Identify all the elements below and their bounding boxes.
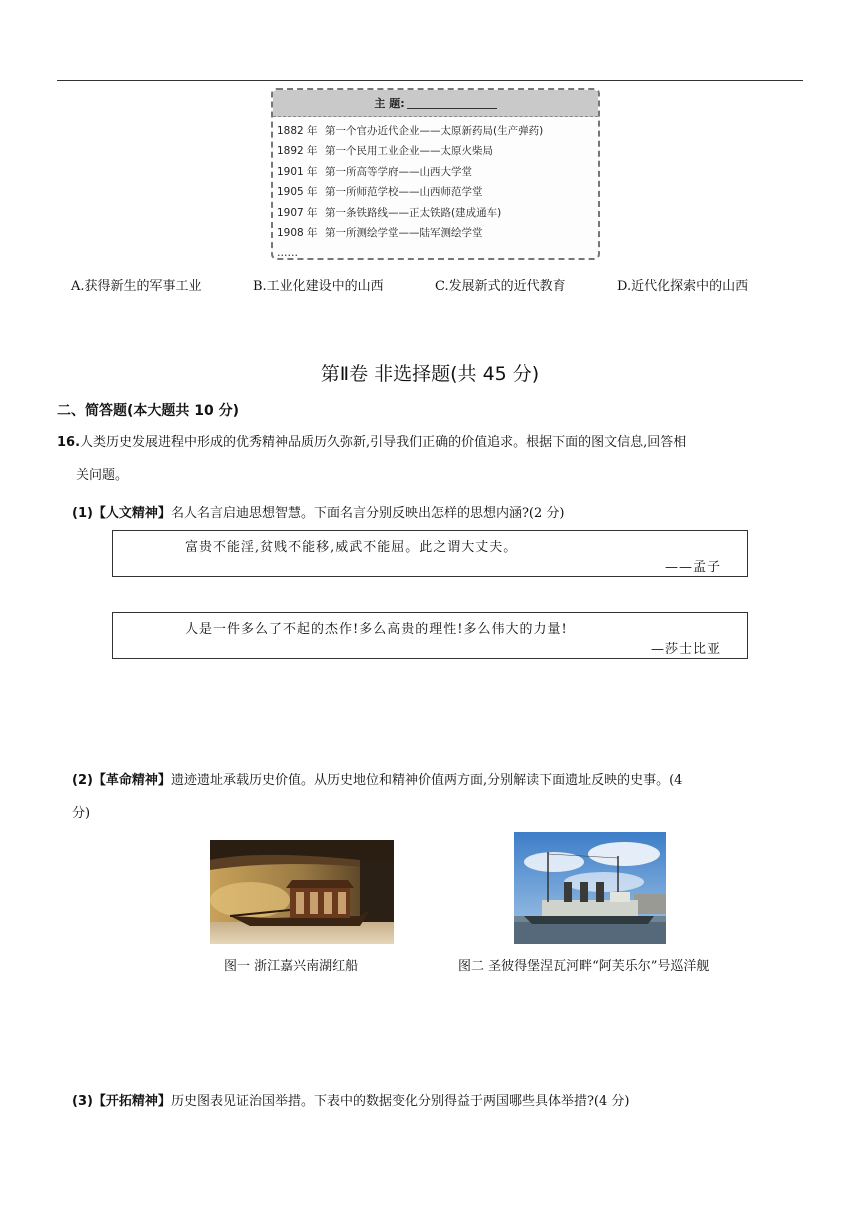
sub2-text: 遗迹遗址承载历史价值。从历史地位和精神价值两方面,分别解读下面遗址反映的史事。(4 — [170, 773, 683, 788]
quote2-author: —莎士比亚 — [650, 642, 721, 657]
quote2-text: 人是一件多么了不起的杰作!多么高贵的理性!多么伟大的力量! — [185, 622, 568, 637]
fig1-caption: 图一 浙江嘉兴南湖红船 — [224, 959, 359, 974]
sub2-line — [72, 766, 682, 796]
option-c: C.发展新式的近代教育 — [435, 279, 566, 294]
option-d: D.近代化探索中的山西 — [617, 279, 749, 294]
theme-row-text: 第一所测绘学堂——陆军测绘学堂 — [325, 227, 483, 240]
quote-box-1 — [112, 530, 748, 577]
q16-line1 — [57, 428, 686, 458]
q16-line2: 关问题。 — [76, 468, 129, 483]
quote1-text: 富贵不能淫,贫贱不能移,威武不能屈。此之谓大丈夫。 — [185, 540, 518, 555]
theme-box — [271, 88, 600, 260]
option-a: A.获得新生的军事工业 — [71, 279, 202, 294]
theme-row-year: 1908 年 — [277, 227, 318, 240]
fig2-caption: 图二 圣彼得堡涅瓦河畔“阿芙乐尔”号巡洋舰 — [458, 959, 710, 974]
theme-row-text: 第一个民用工业企业——太原火柴局 — [325, 145, 493, 158]
theme-blank-line — [407, 98, 497, 109]
theme-header — [273, 90, 598, 117]
theme-rows — [273, 117, 598, 260]
cruiser-aurora-photo — [514, 832, 666, 944]
sub3-text: 历史图表见证治国举措。下表中的数据变化分别得益于两国哪些具体举措?(4 分) — [170, 1094, 630, 1109]
sub2-cont: 分) — [72, 806, 91, 821]
theme-row-year: 1901 年 — [277, 165, 318, 178]
quote-box-2 — [112, 612, 748, 659]
theme-header-label: 主 题: — [374, 97, 405, 110]
sub1-line — [72, 499, 564, 529]
theme-row-year: 1892 年 — [277, 145, 318, 158]
theme-row — [277, 121, 598, 141]
theme-row — [277, 203, 598, 223]
theme-row-text: 第一个官办近代企业——太原新药局(生产弹药) — [325, 125, 544, 137]
option-b: B.工业化建设中的山西 — [253, 279, 384, 294]
sub2-label: (2)【革命精神】 — [72, 773, 171, 788]
theme-row-text: 第一所高等学府——山西大学堂 — [325, 165, 472, 178]
q16-text: 人类历史发展进程中形成的优秀精神品质历久弥新,引导我们正确的价值追求。根据下面的图文信息,回答相 — [80, 435, 687, 450]
sub1-text: 名人名言启迪思想智慧。下面名言分别反映出怎样的思想内涵?(2 分) — [170, 506, 565, 521]
theme-row — [277, 223, 598, 243]
red-boat-photo — [210, 840, 394, 944]
section-title: 第Ⅱ卷 非选择题(共 45 分) — [320, 363, 540, 385]
theme-row-text: 第一条铁路线——正太铁路(建成通车) — [325, 206, 502, 219]
sub3-line — [72, 1087, 629, 1117]
sub1-label: (1)【人文精神】 — [72, 506, 171, 521]
theme-row — [277, 162, 598, 182]
theme-row — [277, 182, 598, 202]
theme-row — [277, 243, 598, 260]
section-heading: 二、简答题(本大题共 10 分) — [57, 403, 240, 419]
header-rule — [57, 80, 803, 81]
q16-number: 16. — [57, 435, 81, 450]
theme-row-year: …… — [277, 247, 298, 260]
quote1-author: ——孟子 — [664, 560, 721, 575]
theme-row-year: 1907 年 — [277, 206, 318, 219]
sub3-label: (3)【开拓精神】 — [72, 1094, 171, 1109]
theme-row — [277, 141, 598, 161]
theme-row-year: 1905 年 — [277, 186, 318, 199]
theme-row-text: 第一所师范学校——山西师范学堂 — [325, 186, 483, 199]
theme-row-year: 1882 年 — [277, 125, 318, 137]
